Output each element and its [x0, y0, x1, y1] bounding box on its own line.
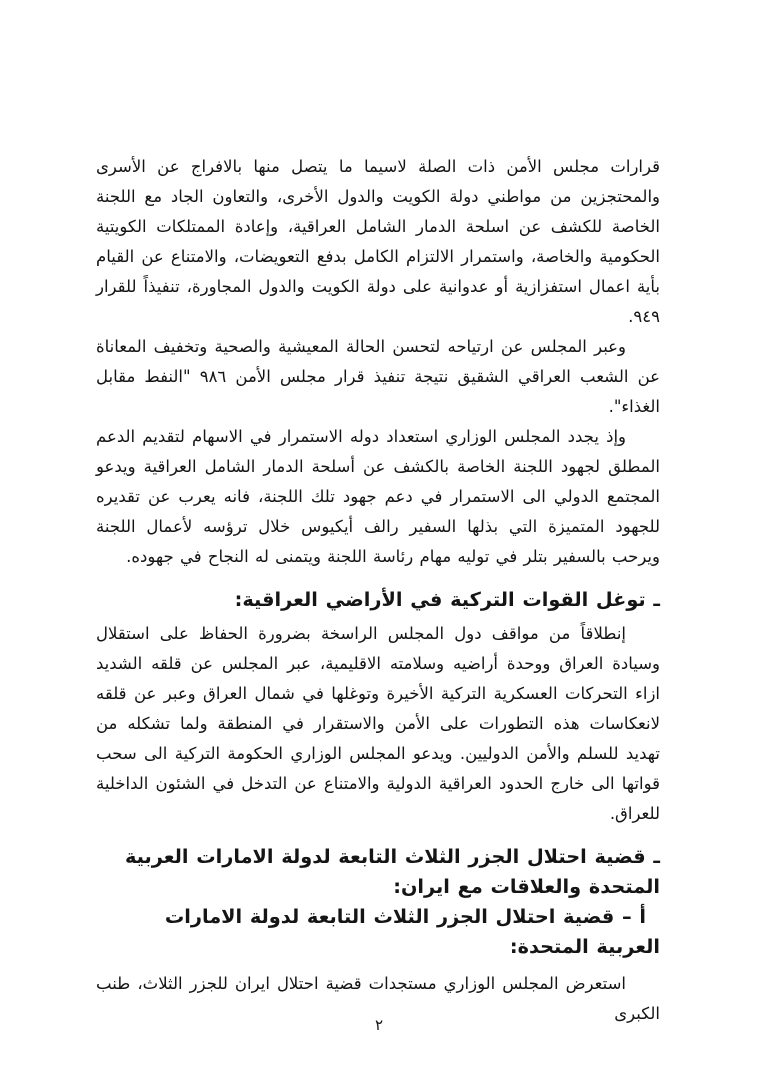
heading-three-islands-subsection-a: أ – قضية احتلال الجزر الثلاث التابعة لدولة الامارات العربية المتحدة: — [164, 905, 660, 958]
paragraph-turkish-incursion-body: إنطلاقاً من مواقف دول المجلس الراسخة بضرورة الحفاظ على استقلال وسيادة العراق ووحدة أراضيه وسلامته الاقليمية، عبر المجلس عن قلقه الشديد ازاء التحركات العسكرية التركية الأخيرة وتوغلها في شمال العراق وعبر عن قلقه لانعكاسات هذه التطورات على الأمن والاستقرار في المنطقة ولما تشكله من تهديد للسلم والأمن الدوليين. ويدعو المجلس الوزاري الحكومة التركية الى سحب قواتها الى خارج الحدود العراقية الدولية والامتناع عن التدخل في الشئون الداخلية للعراق. — [96, 624, 660, 823]
paragraph-special-commission-support: وإذ يجدد المجلس الوزاري استعداد دوله الاستمرار في الاسهام لتقديم الدعم المطلق لجهود اللجنة الخاصة بالكشف عن أسلحة الدمار الشامل العراقية ويدعو المجتمع الدولي الى الاستمرار في دعم جهود تلك اللجنة، فانه يعرب عن تقديره للجهود المتميزة التي بذلها السفير رالف أيكيوس خلال ترؤسه لأعمال اللجنة ويرحب بالسفير بتلر في توليه مهام رئاسة اللجنة ويتمنى له النجاح في جهوده. — [96, 427, 660, 566]
paragraph-oil-for-food: وعبر المجلس عن ارتياحه لتحسن الحالة المعيشية والصحية وتخفيف المعاناة عن الشعب العراقي الشقيق نتيجة تنفيذ قرار مجلس الأمن ٩٨٦ "النفط مقابل الغذاء". — [96, 337, 660, 416]
paragraph-security-council-resolutions: قرارات مجلس الأمن ذات الصلة لاسيما ما يتصل منها بالافراج عن الأسرى والمحتجزين من مواطني دولة الكويت والدول الأخرى، والتعاون الجاد مع اللجنة الخاصة للكشف عن اسلحة الدمار الشامل العراقية، وإعادة الممتلكات الكويتية الحكومية والخاصة، واستمرار الالتزام الكامل بدفع التعويضات، والامتناع عن القيام بأية اعمال استفزازية أو عدوانية على دولة الكويت والدول المجاورة، تنفيذاً للقرار ٩٤٩. — [96, 157, 660, 326]
paragraph-islands-occupation-body: استعرض المجلس الوزاري مستجدات قضية احتلال ايران للجزر الثلاث، طنب الكبرى — [96, 974, 660, 1023]
heading-three-islands-and-iran-relations: ـ قضية احتلال الجزر الثلاث التابعة لدولة الامارات العربية المتحدة والعلاقات مع ايران: — [124, 845, 660, 898]
heading-turkish-incursion: ـ توغل القوات التركية في الأراضي العراقية: — [234, 588, 660, 611]
document-body — [96, 152, 660, 1029]
page-number: ٢ — [374, 1016, 384, 1034]
